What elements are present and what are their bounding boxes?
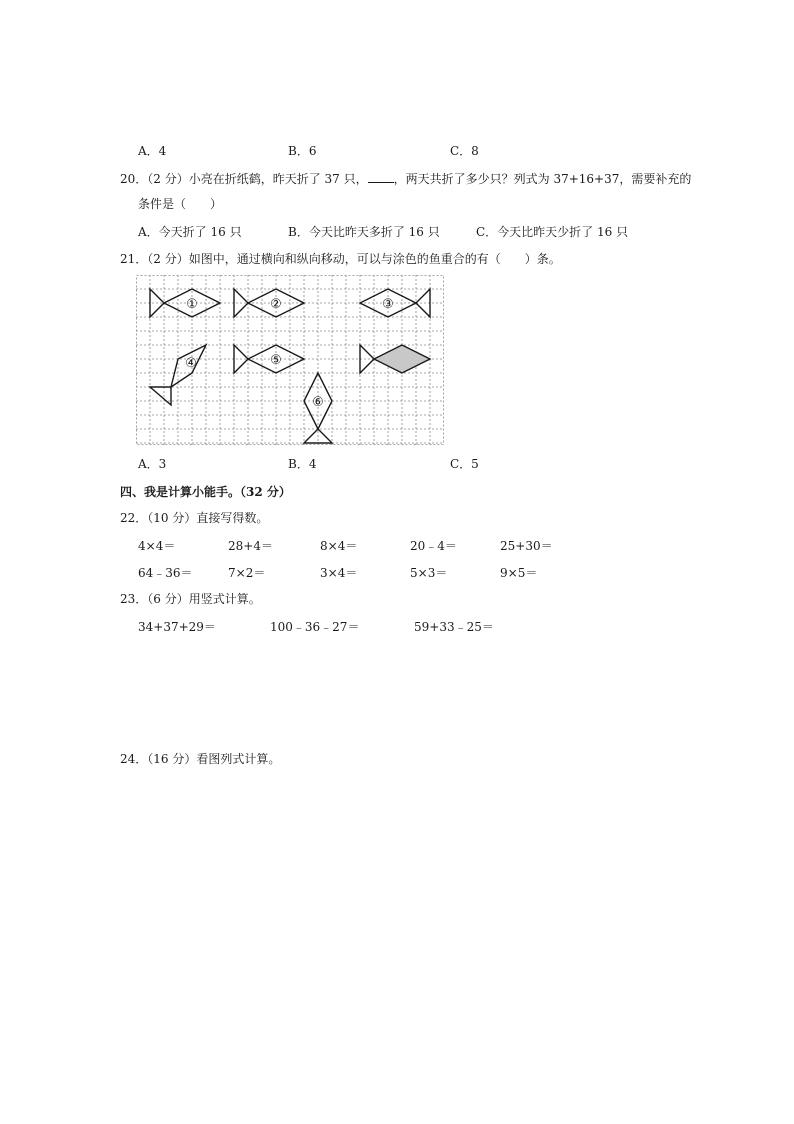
fish-1-label: ① <box>186 297 198 312</box>
q21-option-b: B．4 <box>288 457 317 471</box>
fish-3-label: ③ <box>382 297 394 312</box>
q22-row2-item: 64﹣36＝ <box>138 566 193 580</box>
q22-row2-item: 5×3＝ <box>410 566 448 580</box>
q22-row2-item: 3×4＝ <box>320 566 358 580</box>
fish-6-label: ⑥ <box>312 395 324 410</box>
q22-row1-item: 25+30＝ <box>500 539 553 553</box>
fish-4-tail <box>150 387 171 405</box>
q22-row1-item: 20﹣4＝ <box>410 539 457 553</box>
q20-stem-line2: 条件是（ ） <box>138 197 223 211</box>
shaded-fish-body <box>374 345 430 373</box>
q21-option-a: A．3 <box>138 457 167 471</box>
q20-option-b: B．今天比昨天多折了 16 只 <box>288 225 440 239</box>
q22-row2-item: 7×2＝ <box>228 566 266 580</box>
q19-option-a: A．4 <box>138 144 167 158</box>
q23-item: 34+37+29＝ <box>138 620 216 634</box>
q20-blank <box>368 171 394 183</box>
q19-option-c: C．8 <box>450 144 479 158</box>
q20-stem-before: 20．（2 分）小亮在折纸鹤，昨天折了 37 只， <box>120 172 368 186</box>
q19-option-b: B．6 <box>288 144 317 158</box>
fish-4-label: ④ <box>185 356 197 371</box>
fish-2-label: ② <box>270 297 282 312</box>
shaded-fish <box>360 345 430 373</box>
fish-3-tail <box>416 289 430 317</box>
q24-stem: 24．（16 分）看图列式计算。 <box>120 752 281 766</box>
fish-grid-figure <box>136 275 448 447</box>
q20-option-a: A．今天折了 16 只 <box>138 225 242 239</box>
section-4-title: 四、我是计算小能手。（32 分） <box>120 485 291 499</box>
q22-row1-item: 4×4＝ <box>138 539 176 553</box>
q23-item: 100﹣36﹣27＝ <box>270 620 360 634</box>
q22-row1-item: 28+4＝ <box>228 539 273 553</box>
q21-stem: 21．（2 分）如图中，通过横向和纵向移动，可以与涂色的鱼重合的有（ ）条。 <box>120 252 561 266</box>
q23-stem: 23．（6 分）用竖式计算。 <box>120 592 261 606</box>
q23-item: 59+33﹣25＝ <box>414 620 494 634</box>
q21-option-c: C．5 <box>450 457 479 471</box>
q20-stem <box>120 171 691 187</box>
fish-5-label: ⑤ <box>270 353 282 368</box>
fish-3 <box>360 289 430 317</box>
q22-row2-item: 9×5＝ <box>500 566 538 580</box>
shaded-fish-tail <box>360 345 374 373</box>
q20-option-c: C．今天比昨天少折了 16 只 <box>476 225 629 239</box>
q20-stem-after: ，两天共折了多少只？列式为 37+16+37，需要补充的 <box>393 172 692 186</box>
q22-stem: 22．（10 分）直接写得数。 <box>120 511 269 525</box>
q22-row1-item: 8×4＝ <box>320 539 358 553</box>
